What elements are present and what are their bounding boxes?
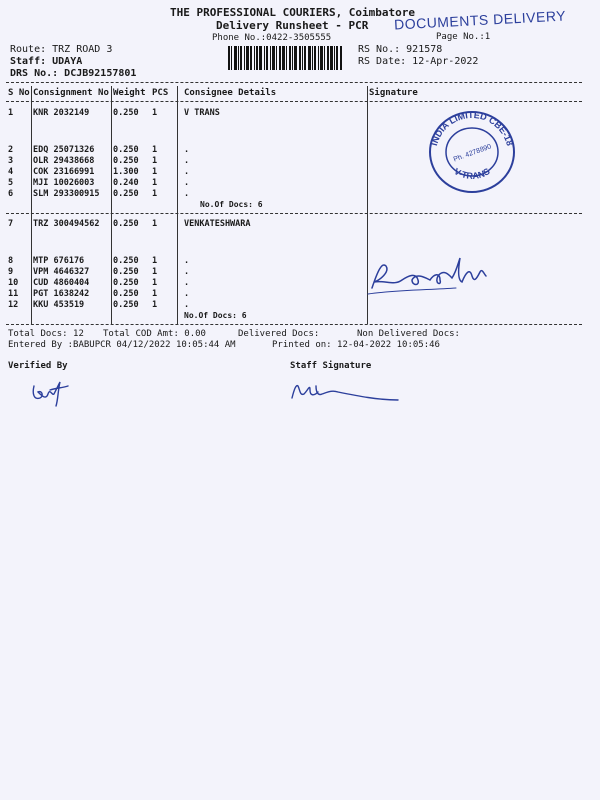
cell-sno: 9 [8, 267, 14, 277]
cell-consignee: . [184, 289, 190, 299]
page-number: Page No.:1 [436, 32, 491, 42]
cell-pcs: 1 [152, 289, 158, 299]
consignee-signature [366, 250, 500, 300]
cell-weight: 0.250 [113, 108, 139, 118]
group-divider [6, 213, 582, 214]
cell-consignee: . [184, 300, 190, 310]
cell-consignment: VPM 4646327 [33, 267, 90, 277]
header-bottom-rule [6, 101, 582, 102]
header-pcs: PCS [152, 88, 169, 98]
cell-consignee: . [184, 267, 190, 277]
cell-sno: 8 [8, 256, 14, 266]
table-row [0, 267, 600, 278]
cell-weight: 0.250 [113, 289, 139, 299]
svg-text:V-TRANS [452, 166, 491, 181]
cell-consignment: PGT 1638242 [33, 289, 90, 299]
cell-sno: 6 [8, 189, 14, 199]
group1-doc-count: No.Of Docs: 6 [200, 200, 263, 209]
header-signature: Signature [369, 88, 418, 98]
company-name: THE PROFESSIONAL COURIERS, Coimbatore [170, 6, 416, 19]
cell-consignee: . [184, 256, 190, 266]
staff-name: Staff: UDAYA [10, 56, 83, 67]
phone-number: Phone No.:0422-3505555 [212, 33, 332, 43]
cell-consignment: TRZ 300494562 [33, 219, 100, 229]
cell-sno: 1 [8, 108, 14, 118]
total-docs: Total Docs: 12 [8, 329, 84, 339]
cell-weight: 0.250 [113, 189, 139, 199]
stamp-bottom-text: V-TRANS [452, 166, 492, 182]
table-row [0, 256, 600, 267]
cell-weight: 0.250 [113, 256, 139, 266]
cell-consignment: SLM 293300915 [33, 189, 100, 199]
cell-sno: 2 [8, 145, 14, 155]
cell-consignment: MTP 676176 [33, 256, 85, 266]
cell-consignment: COK 23166991 [33, 167, 95, 177]
cell-weight: 1.300 [113, 167, 139, 177]
cell-consignment: MJI 10026003 [33, 178, 95, 188]
route: Route: TRZ ROAD 3 [10, 44, 113, 55]
table-row [0, 219, 600, 230]
cell-consignment: CUD 4860404 [33, 278, 90, 288]
stamp-center-text: Ph. 4278890 [452, 143, 493, 164]
cell-sno: 4 [8, 167, 14, 177]
delivered-docs: Delivered Docs: [238, 329, 320, 339]
cell-pcs: 1 [152, 108, 158, 118]
cell-consignee: . [184, 178, 190, 188]
cell-pcs: 1 [152, 267, 158, 277]
verified-by-label: Verified By [8, 361, 68, 371]
staff-signature-label: Staff Signature [290, 361, 372, 371]
cell-pcs: 1 [152, 219, 158, 229]
printed-on: Printed on: 12-04-2022 10:05:46 [272, 340, 440, 350]
header-weight: Weight [113, 88, 146, 98]
cell-consignment: OLR 29438668 [33, 156, 95, 166]
table-header [0, 88, 600, 99]
cell-pcs: 1 [152, 300, 158, 310]
runsheet-title: Delivery Runsheet - PCR [216, 19, 369, 32]
barcode [228, 46, 342, 70]
cell-pcs: 1 [152, 167, 158, 177]
cell-consignee: . [184, 156, 190, 166]
cell-weight: 0.250 [113, 219, 139, 229]
table-row [0, 300, 600, 311]
cell-consignee: . [184, 278, 190, 288]
cell-sno: 7 [8, 219, 14, 229]
rs-date: RS Date: 12-Apr-2022 [358, 56, 479, 67]
cell-pcs: 1 [152, 156, 158, 166]
cell-sno: 12 [8, 300, 19, 310]
table-row [0, 289, 600, 300]
cell-weight: 0.250 [113, 267, 139, 277]
cell-consignment: KKU 453519 [33, 300, 85, 310]
cell-pcs: 1 [152, 256, 158, 266]
cell-consignee: V TRANS [184, 108, 220, 118]
cell-sno: 11 [8, 289, 19, 299]
entered-by: Entered By :BABUPCR 04/12/2022 10:05:44 AM [8, 340, 236, 350]
cell-weight: 0.250 [113, 145, 139, 155]
cell-pcs: 1 [152, 278, 158, 288]
header-consignee: Consignee Details [184, 88, 277, 98]
total-cod-amount: Total COD Amt: 0.00 [103, 329, 206, 339]
cell-weight: 0.250 [113, 156, 139, 166]
staff-signature [288, 380, 402, 406]
cell-sno: 5 [8, 178, 14, 188]
cell-consignee: . [184, 145, 190, 155]
cell-consignee: . [184, 167, 190, 177]
cell-pcs: 1 [152, 189, 158, 199]
table-bottom-rule [6, 324, 582, 325]
header-sno: S No [8, 88, 30, 98]
cell-pcs: 1 [152, 178, 158, 188]
cell-consignee: VENKATESHWARA [184, 219, 251, 229]
table-row [0, 278, 600, 289]
stamp-top-text: INDIA LIMITED CBE-18 [429, 109, 515, 147]
header-consignment: Consignment No [33, 88, 109, 98]
table-top-rule [6, 82, 582, 83]
cell-weight: 0.250 [113, 278, 139, 288]
cell-consignment: KNR 2032149 [33, 108, 90, 118]
rs-number: RS No.: 921578 [358, 44, 443, 55]
cell-consignee: . [184, 189, 190, 199]
cell-pcs: 1 [152, 145, 158, 155]
documents-delivery-stamp: DOCUMENTS DELIVERY [393, 7, 567, 33]
cell-sno: 3 [8, 156, 14, 166]
cell-weight: 0.240 [113, 178, 139, 188]
company-stamp [422, 104, 522, 196]
non-delivered-docs: Non Delivered Docs: [357, 329, 460, 339]
drs-number: DRS No.: DCJB92157801 [10, 68, 137, 79]
verified-by-signature [28, 378, 74, 410]
cell-consignment: EDQ 25071326 [33, 145, 95, 155]
cell-sno: 10 [8, 278, 19, 288]
group2-doc-count: No.Of Docs: 6 [184, 311, 247, 320]
cell-weight: 0.250 [113, 300, 139, 310]
